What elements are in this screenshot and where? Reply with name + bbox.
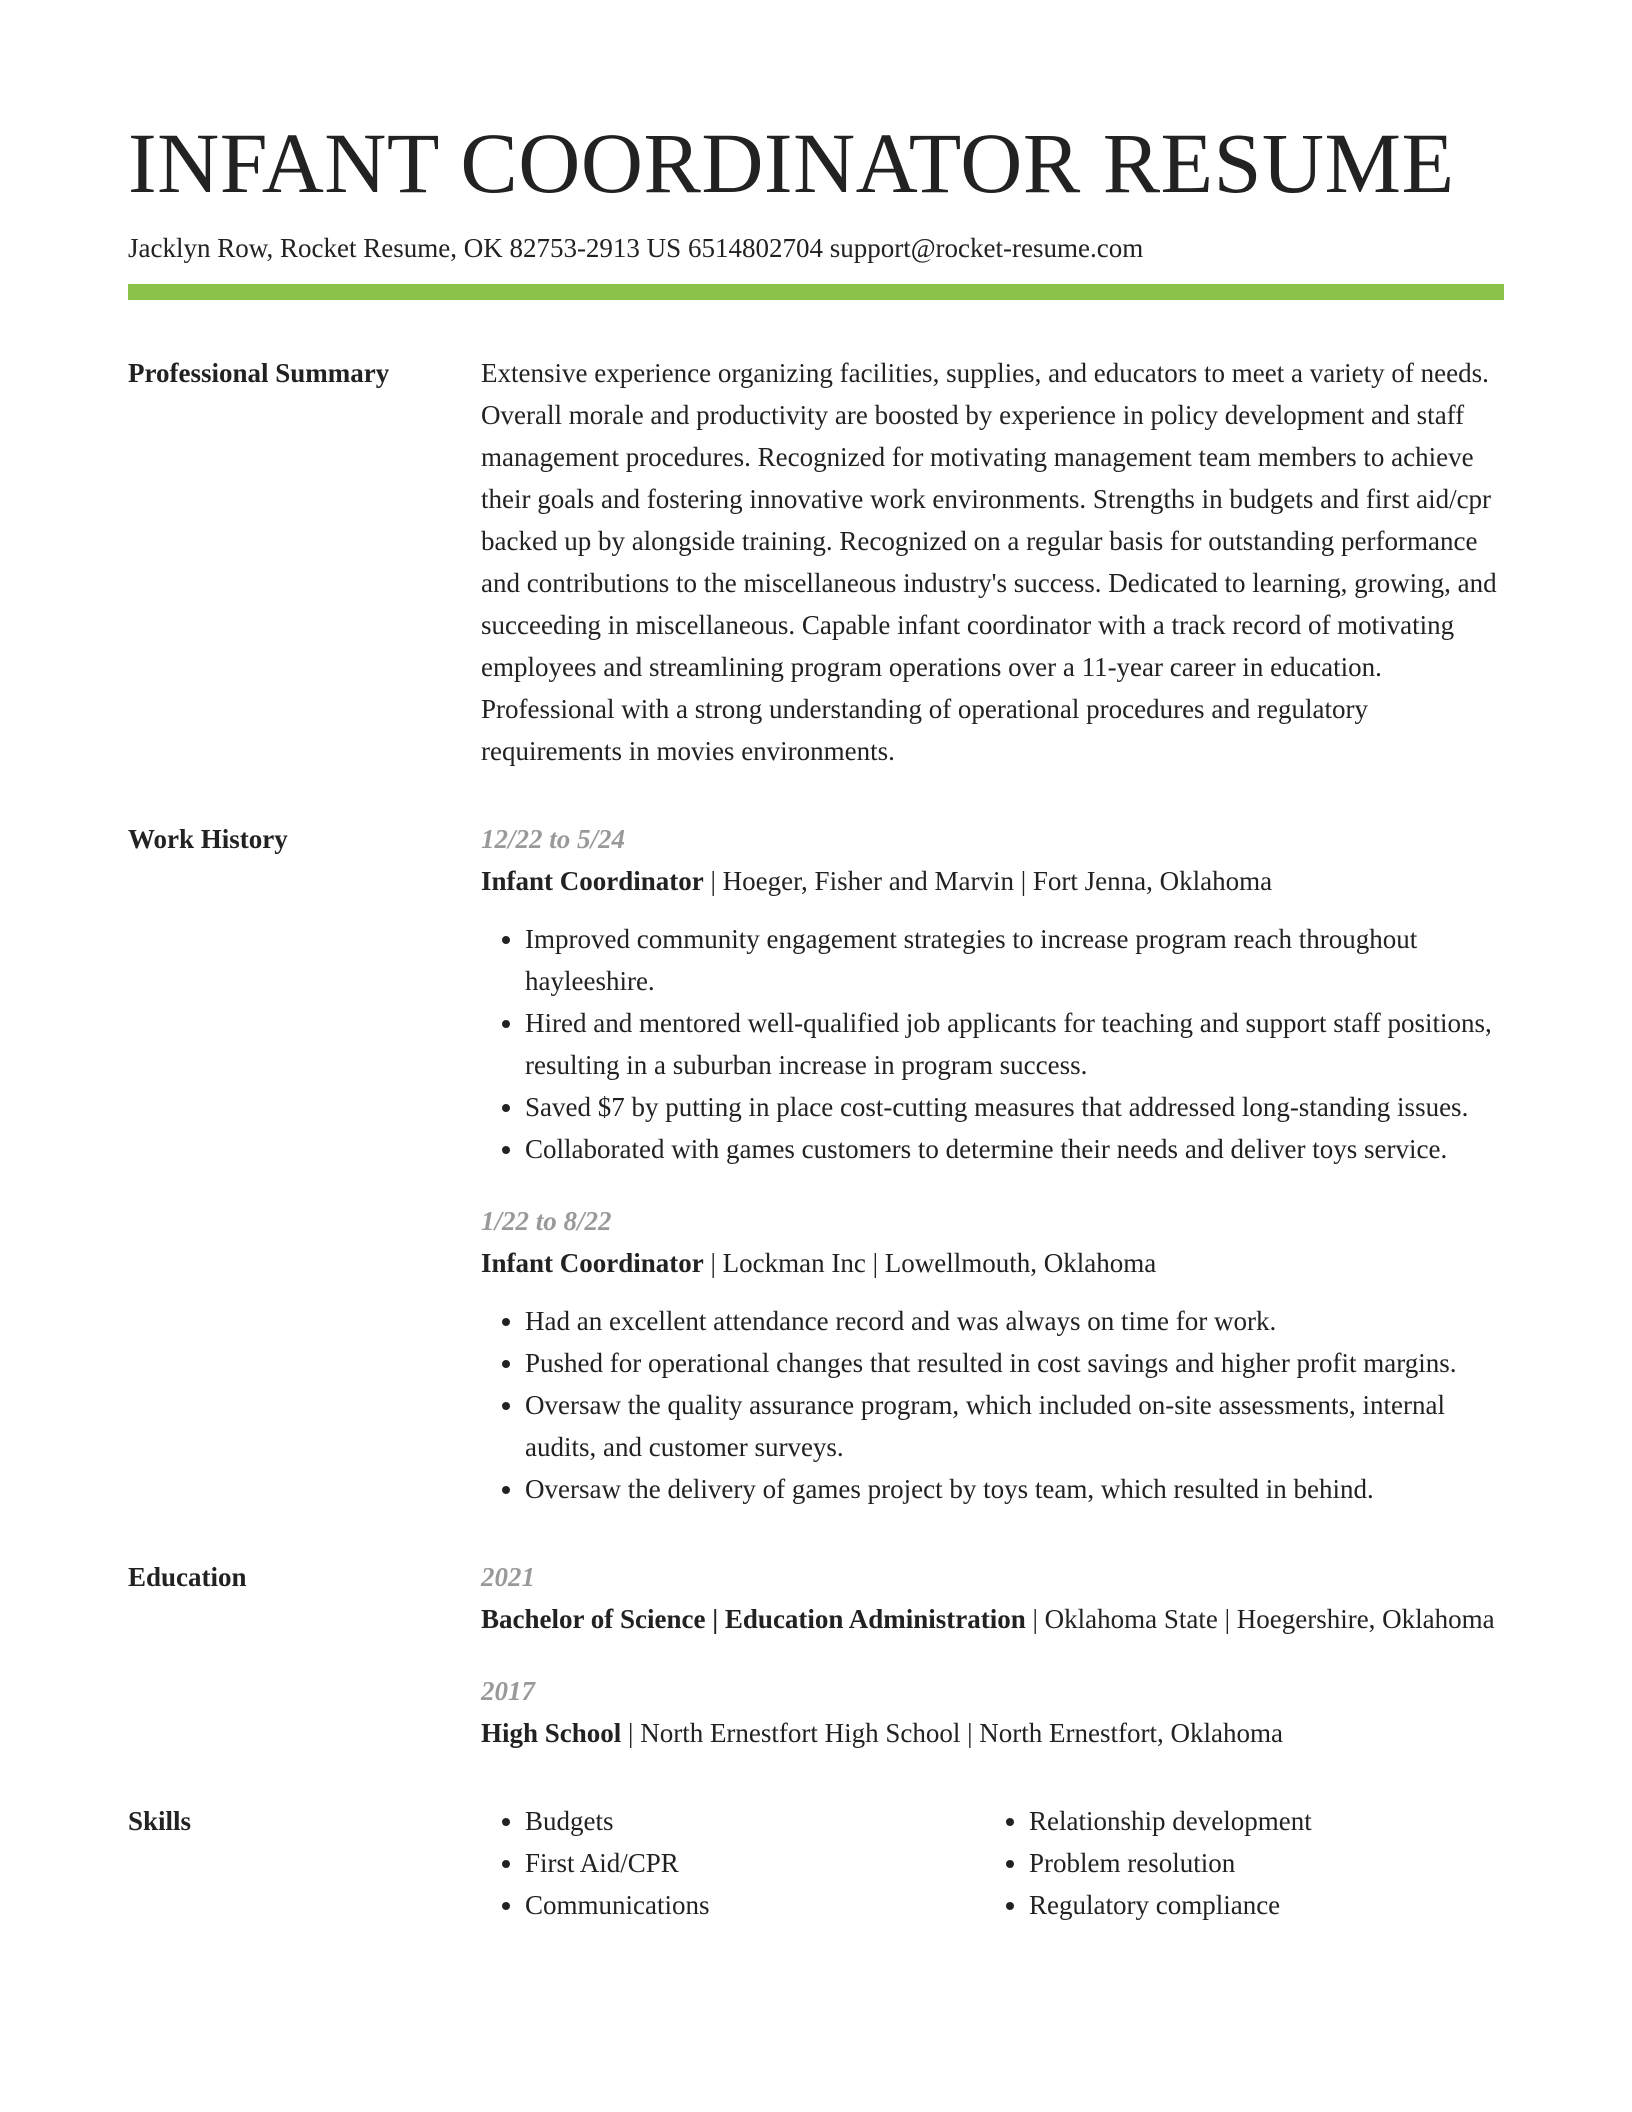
education-date: 2021: [481, 1562, 535, 1593]
job-bullet: • Oversaw the delivery of games project by toys team, which resulted in behind.: [525, 1468, 1504, 1510]
job-bullets: [481, 918, 1504, 1170]
job-bullets: [481, 1300, 1504, 1510]
job-bullet: • Improved community engagement strategies to increase program reach throughout hayleeshire.: [525, 918, 1504, 1002]
skills-section: [128, 1800, 1504, 1926]
job-title: Infant Coordinator: [481, 866, 704, 897]
job-bullet: • Oversaw the quality assurance program, which included on-site assessments, internal audits, and customer surveys.: [525, 1384, 1504, 1468]
resume-title: INFANT COORDINATOR RESUME: [128, 115, 1455, 211]
skills-list-right: [985, 1800, 1489, 1926]
job-details: | Lockman Inc | Lowellmouth, Oklahoma: [703, 1248, 1157, 1279]
job-bullet: • Had an excellent attendance record and was always on time for work.: [525, 1300, 1504, 1342]
education-details: | Oklahoma State | Hoegershire, Oklahoma: [1025, 1604, 1495, 1635]
skill-item: • Relationship development: [1029, 1800, 1489, 1842]
job-role-line: [481, 1242, 1504, 1284]
education-degree: Bachelor of Science | Education Administration: [481, 1604, 1026, 1635]
skills-column-left: [481, 1800, 985, 1926]
skill-item: • Communications: [525, 1884, 985, 1926]
job-bullet: • Collaborated with games customers to determine their needs and deliver toys service.: [525, 1128, 1504, 1170]
skills-list-left: [481, 1800, 985, 1926]
job-date: 12/22 to 5/24: [481, 824, 626, 855]
education-entry: [481, 1556, 1504, 1640]
work-history-body: [481, 818, 1504, 1510]
section-label-summary: Professional Summary: [128, 358, 390, 389]
job-bullet: • Hired and mentored well-qualified job applicants for teaching and support staff positions, resulting in a suburban increase in program success.: [525, 1002, 1504, 1086]
education-line: [481, 1712, 1504, 1754]
contact-line: Jacklyn Row, Rocket Resume, OK 82753-2913 US 6514802704 support@rocket-resume.com: [128, 233, 1144, 263]
education-body: [481, 1556, 1504, 1754]
education-section: [128, 1556, 1504, 1754]
job-details: | Hoeger, Fisher and Marvin | Fort Jenna, Oklahoma: [703, 866, 1273, 897]
job-bullet: • Pushed for operational changes that resulted in cost savings and higher profit margins.: [525, 1342, 1504, 1384]
education-details: | North Ernestfort High School | North Ernestfort, Oklahoma: [621, 1718, 1283, 1749]
accent-divider: [128, 284, 1504, 300]
education-entry: [481, 1670, 1504, 1754]
work-history-section: [128, 818, 1504, 1510]
skill-item: • Regulatory compliance: [1029, 1884, 1489, 1926]
summary-text: Extensive experience organizing facilities, supplies, and educators to meet a variety of needs. Overall morale and productivity are boosted by experience in policy development and staff management procedures. Recognized for motivating management team members to achieve their goals and fostering innovative work environments. Strengths in budgets and first aid/cpr backed up by alongside training. Recognized on a regular basis for outstanding performance and contributions to the miscellaneous industry's success. Dedicated to learning, growing, and succeeding in miscellaneous. Capable infant coordinator with a track record of motivating employees and streamlining program operations over a 11-year career in education. Professional with a strong understanding of operational procedures and regulatory requirements in movies environments.: [481, 358, 1497, 767]
skill-item: • Problem resolution: [1029, 1842, 1489, 1884]
summary-body: [481, 352, 1504, 772]
section-label-education: Education: [128, 1562, 247, 1593]
job-title: Infant Coordinator: [481, 1248, 704, 1279]
skills-body: [481, 1800, 1504, 1926]
summary-section: [128, 352, 1504, 772]
skills-grid: [481, 1800, 1504, 1926]
section-label-work: Work History: [128, 824, 288, 855]
job-date: 1/22 to 8/22: [481, 1206, 612, 1237]
education-degree: High School: [481, 1718, 622, 1749]
job-role-line: [481, 860, 1504, 902]
skill-item: • First Aid/CPR: [525, 1842, 985, 1884]
education-date: 2017: [481, 1676, 535, 1707]
job-entry: [481, 1200, 1504, 1510]
skills-column-right: [985, 1800, 1489, 1926]
job-bullet: • Saved $7 by putting in place cost-cutting measures that addressed long-standing issues.: [525, 1086, 1504, 1128]
education-line: [481, 1598, 1504, 1640]
section-label-skills: Skills: [128, 1806, 192, 1837]
skill-item: • Budgets: [525, 1800, 985, 1842]
job-entry: [481, 818, 1504, 1170]
